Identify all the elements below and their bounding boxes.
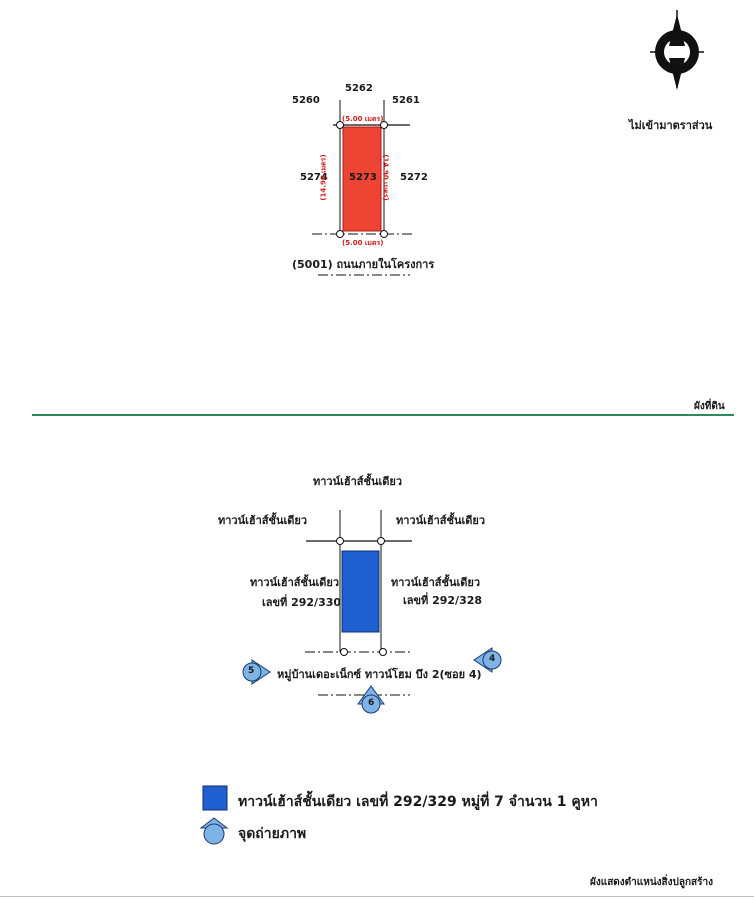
legend-building-swatch [203, 786, 227, 810]
right-neighbor-label: ทาวน์เฮ้าส์ชั้นเดียว [391, 576, 480, 589]
parcel-number-left: 5274 [300, 172, 328, 183]
parcel-number-top-right: 5261 [392, 95, 420, 106]
parcel-number-right: 5272 [400, 172, 428, 183]
scale-note: ไม่เข้ามาตราส่วน [629, 119, 713, 132]
photo-point-6-label: 6 [368, 698, 375, 708]
top-right-neighbor-label: ทาวน์เฮ้าส์ชั้นเดียว [396, 514, 485, 527]
dimension-top: (5.00 เมตร) [342, 115, 384, 123]
subject-building [342, 551, 379, 632]
parcel-number-subject: 5273 [349, 172, 377, 183]
left-neighbor-number: เลขที่ 292/330 [262, 596, 342, 609]
dimension-left: (14.90 เมตร) [319, 154, 328, 201]
photo-point-4-label: 4 [489, 654, 496, 664]
right-neighbor-number: เลขที่ 292/328 [403, 594, 483, 607]
legend-photo-point-text: จุดถ่ายภาพ [238, 826, 307, 842]
road-label-upper: (5001) ถนนภายในโครงการ [292, 258, 435, 271]
top-left-neighbor-label: ทาวน์เฮ้าส์ชั้นเดียว [218, 514, 307, 527]
bottom-border [0, 896, 754, 897]
legend-photo-point-icon [201, 818, 227, 844]
section-label-land: ผังที่ดิน [694, 401, 725, 412]
road-label-lower: หมู่บ้านเดอะเน็กซ์ ทาวน์โฮม บึง 2(ซอย 4) [277, 668, 482, 681]
photo-point-5-label: 5 [248, 666, 255, 676]
parcel-number-top-left: 5260 [292, 95, 320, 106]
dimension-bottom: (5.00 เมตร) [342, 239, 384, 247]
legend-building-text: ทาวน์เฮ้าส์ชั้นเดียว เลขที่ 292/329 หมู่ที่ 7 จำนวน 1 คูหา [238, 794, 598, 810]
dimension-right: (14.90 เมตร) [381, 154, 390, 201]
parcel-number-top-center: 5262 [345, 83, 373, 94]
footer-label: ผังแสดงตำแหน่งสิ่งปลูกสร้าง [590, 877, 714, 888]
top-neighbor-label: ทาวน์เฮ้าส์ชั้นเดียว [313, 475, 402, 488]
left-neighbor-label: ทาวน์เฮ้าส์ชั้นเดียว [250, 576, 339, 589]
